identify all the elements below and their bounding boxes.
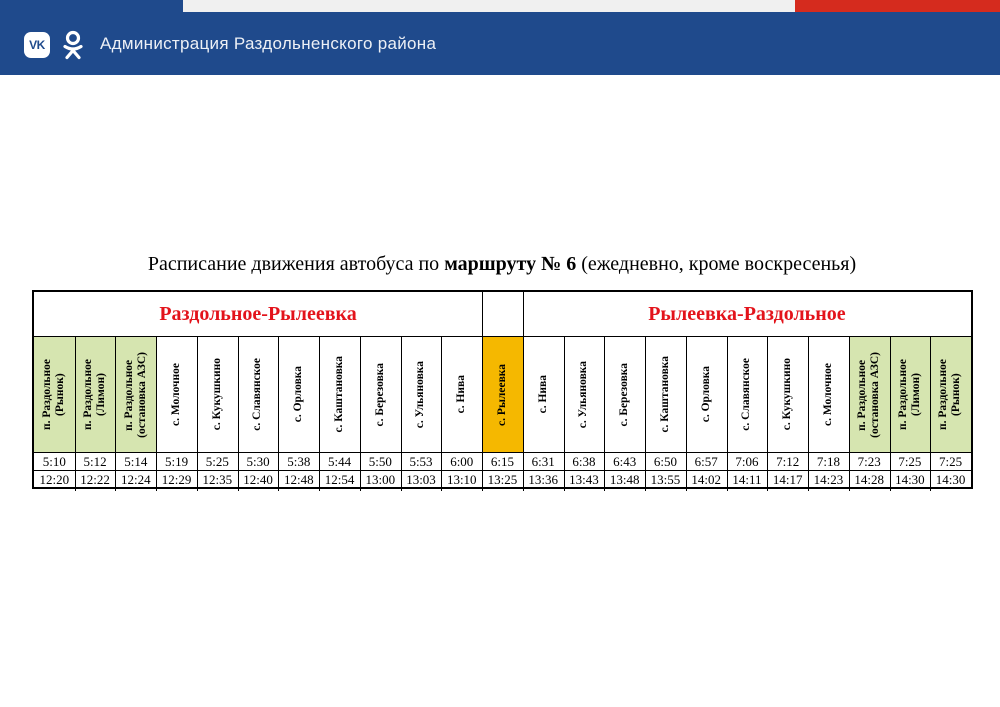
departure-time: 13:55 <box>650 472 681 487</box>
grid-line <box>278 337 279 491</box>
stop-name: с. Каштановка <box>332 356 345 433</box>
caption-prefix: Расписание движения автобуса по <box>147 253 445 275</box>
stop-header-cell <box>808 337 849 452</box>
grid-line <box>645 337 646 491</box>
stop-name: с. Березовка <box>618 362 631 427</box>
header-title[interactable]: Администрация Раздольненского района <box>100 34 437 53</box>
stop-header-cell <box>441 337 482 452</box>
stop-name: с. Каштановка <box>658 356 671 433</box>
schedule-caption <box>0 253 1000 276</box>
grid-line <box>564 337 565 491</box>
stop-header-cell <box>890 337 931 452</box>
departure-time: 14:30 <box>895 472 925 487</box>
departure-time: 6:15 <box>490 454 515 469</box>
stop-name: с. Орловка <box>699 366 712 423</box>
stop-header-cell <box>604 337 645 452</box>
stop-header-cell <box>564 337 605 452</box>
schedule-table <box>32 290 973 489</box>
stop-header-cell <box>645 337 686 452</box>
departure-time: 14:28 <box>854 472 884 487</box>
grid-line <box>808 337 809 491</box>
header-bar <box>0 12 1000 75</box>
stop-name: с. Ульяновка <box>577 360 590 429</box>
stop-header-cell <box>523 337 564 452</box>
stop-name: с. Кукушкино <box>210 358 223 431</box>
stop-name: с. Кукушкино <box>781 358 794 431</box>
grid-line <box>34 336 971 337</box>
departure-time: 5:12 <box>83 454 107 469</box>
departure-time: 13:00 <box>365 472 396 487</box>
stop-name: п. Раздольное (Лимон) <box>896 359 922 430</box>
departure-time: 14:17 <box>772 472 803 487</box>
direction-title-return: Рылеевка-Раздольное <box>648 303 846 325</box>
departure-time: 12:22 <box>80 472 110 487</box>
stop-name: с. Нива <box>455 375 468 414</box>
departure-time: 12:24 <box>121 472 151 487</box>
grid-line <box>75 337 76 491</box>
stop-header-cell <box>930 337 971 452</box>
grid-line <box>482 292 483 491</box>
departure-time: 5:50 <box>368 454 392 469</box>
departure-time: 13:36 <box>528 472 559 487</box>
stop-header-cell <box>319 337 360 452</box>
departure-time: 5:14 <box>124 454 148 469</box>
stop-header-cell <box>115 337 156 452</box>
vk-icon[interactable]: VK <box>24 32 50 58</box>
stop-name: п. Раздольное (остановка АЗС) <box>855 351 882 438</box>
stop-header-cell <box>238 337 279 452</box>
stop-name: с. Славянское <box>251 358 264 431</box>
departure-time: 6:57 <box>694 454 718 469</box>
direction-title-forward: Раздольное-Рылеевка <box>159 303 357 325</box>
grid-line <box>34 470 971 471</box>
departure-time: 5:30 <box>246 454 270 469</box>
departure-time: 6:43 <box>613 454 637 469</box>
stop-header-cell <box>34 337 75 452</box>
departure-time: 12:29 <box>161 472 192 487</box>
departure-time: 13:48 <box>609 472 640 487</box>
grid-line <box>441 337 442 491</box>
stop-name: с. Нива <box>536 375 549 414</box>
grid-line <box>238 337 239 491</box>
grid-line <box>319 337 320 491</box>
departure-time: 12:48 <box>283 472 314 487</box>
departure-time: 14:30 <box>935 472 966 487</box>
departure-time: 6:38 <box>572 454 596 469</box>
flag-stripe-blue <box>0 0 183 12</box>
stop-header-cell <box>482 337 523 452</box>
stop-header-cell <box>75 337 116 452</box>
departure-time: 14:23 <box>813 472 844 487</box>
departure-time: 7:12 <box>776 454 800 469</box>
grid-line <box>523 292 524 491</box>
caption-suffix: (ежедневно, кроме воскресенья) <box>576 253 857 275</box>
departure-time: 5:19 <box>165 454 189 469</box>
departure-time: 5:10 <box>42 454 66 469</box>
grid-line <box>930 337 931 491</box>
flag-stripe-white <box>183 0 795 12</box>
stop-name: с. Славянское <box>740 358 753 431</box>
departure-time: 12:54 <box>324 472 355 487</box>
departure-time: 14:11 <box>732 472 762 487</box>
departure-time: 12:35 <box>202 472 233 487</box>
departure-time: 5:53 <box>409 454 433 469</box>
grid-line <box>360 337 361 491</box>
grid-line <box>401 337 402 491</box>
flag-strip <box>0 0 1000 12</box>
stop-header-cell <box>401 337 442 452</box>
departure-time: 7:23 <box>857 454 881 469</box>
stop-name: с. Ульяновка <box>414 360 427 429</box>
departure-time: 13:10 <box>446 472 477 487</box>
grid-line <box>156 337 157 491</box>
grid-line <box>604 337 605 491</box>
stop-header-cell <box>849 337 890 452</box>
departure-time: 7:25 <box>939 454 963 469</box>
stop-name: с. Рылеевка <box>495 363 508 426</box>
caption-route: маршруту № 6 <box>444 253 577 275</box>
stop-header-cell <box>197 337 238 452</box>
stop-name: с. Березовка <box>373 362 386 427</box>
departure-time: 6:31 <box>531 454 555 469</box>
stop-name: с. Молочное <box>821 362 834 427</box>
departure-time: 13:25 <box>487 472 518 487</box>
grid-line <box>727 337 728 491</box>
grid-line <box>890 337 891 491</box>
grid-line <box>34 452 971 453</box>
departure-time: 13:43 <box>569 472 599 487</box>
stop-name: п. Раздольное (Рынок) <box>41 359 67 430</box>
departure-time: 14:02 <box>691 472 721 487</box>
grid-line <box>767 337 768 491</box>
stop-header-cell <box>278 337 319 452</box>
departure-time: 13:03 <box>406 472 436 487</box>
departure-time: 6:50 <box>653 454 677 469</box>
stop-name: п. Раздольное (Рынок) <box>937 359 963 430</box>
stop-name: с. Молочное <box>169 362 182 427</box>
departure-time: 5:25 <box>205 454 229 469</box>
grid-line <box>115 337 116 491</box>
stop-name: с. Орловка <box>292 366 305 423</box>
ok-icon[interactable] <box>62 30 84 60</box>
departure-time: 5:38 <box>287 454 311 469</box>
stop-header-cell <box>767 337 808 452</box>
departure-time: 7:06 <box>735 454 759 469</box>
departure-time: 6:00 <box>450 454 474 469</box>
stop-name: п. Раздольное (Лимон) <box>81 359 108 430</box>
departure-time: 7:25 <box>898 454 922 469</box>
flag-stripe-red <box>795 0 1000 12</box>
grid-line <box>197 337 198 491</box>
departure-time: 7:18 <box>816 454 840 469</box>
stop-name: п. Раздольное (остановка АЗС) <box>122 351 148 438</box>
grid-line <box>849 337 850 491</box>
stop-header-cell <box>686 337 727 452</box>
stop-header-cell <box>360 337 401 452</box>
stop-header-cell <box>727 337 768 452</box>
departure-time: 5:44 <box>327 454 352 469</box>
stop-header-cell <box>156 337 197 452</box>
grid-line <box>686 337 687 491</box>
departure-time: 12:40 <box>243 472 273 487</box>
departure-time: 12:20 <box>39 472 70 487</box>
